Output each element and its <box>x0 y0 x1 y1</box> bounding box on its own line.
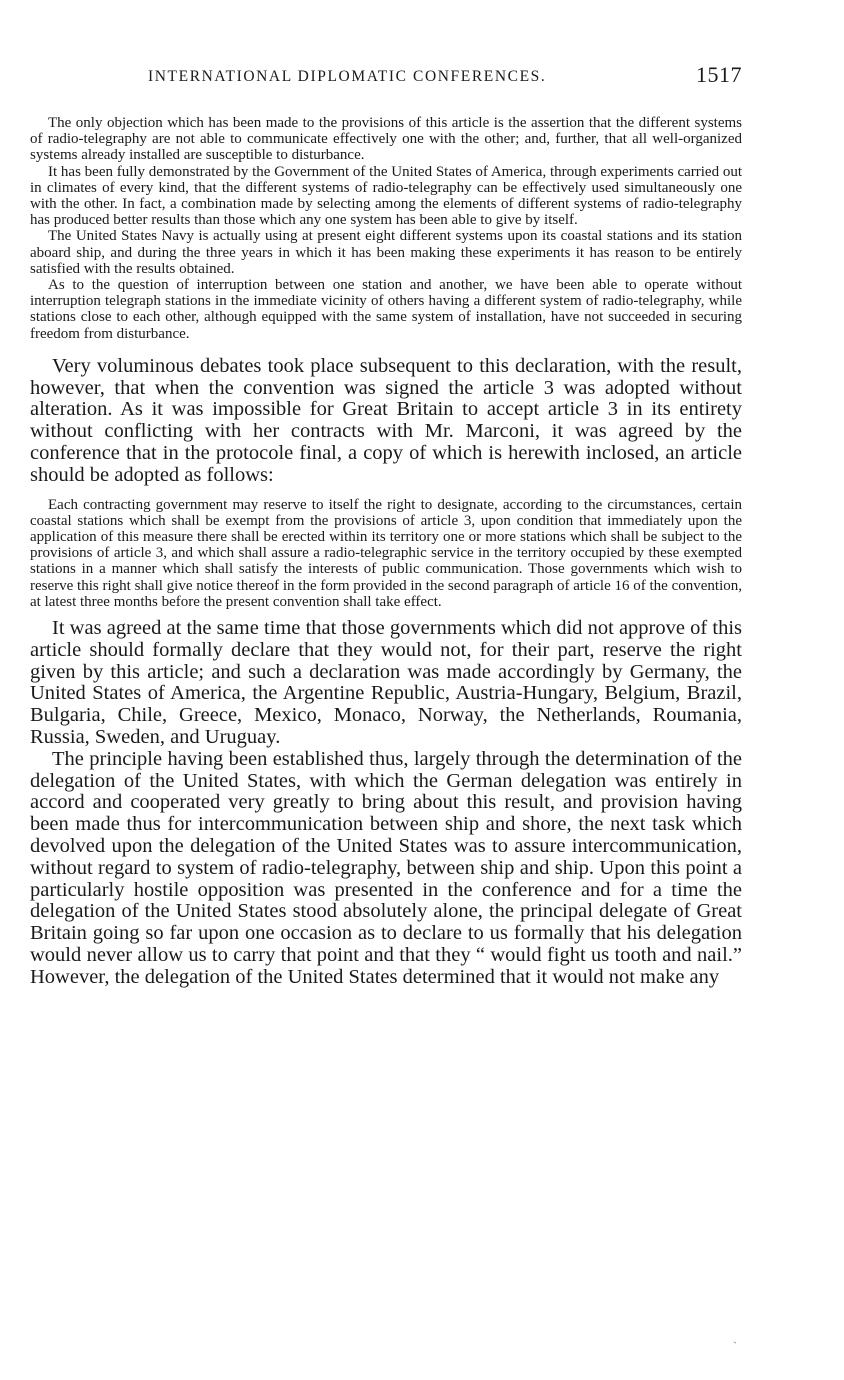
page-number: 1517 <box>696 62 742 87</box>
body-paragraph: It was agreed at the same time that those governments which did not approve of this article should formally declare that they would not, for their part, reserve the right given by this article; and such a declaration was made accordingly by Germany, the United States of America, the Argentine Republic, Austria-Hungary, Belgium, Brazil, Bulgaria, Chile, Greece, Mexico, Monaco, Norway, the Netherlands, Roumania, Russia, Sweden, and Uruguay. <box>30 617 742 749</box>
page-header <box>30 62 742 96</box>
stray-mark: ˎ <box>733 1330 737 1344</box>
quote-paragraph: Each contracting government may reserve to itself the right to designate, according to the circumstances, certain coastal stations which shall be exempt from the provisions of article 3, upon condition that immediately upon the application of this measure there shall be erected within its territory one or more stations which shall be subject to the provisions of article 3, and which shall assure a radio-telegraphic service in the territory occupied by these exempted stations in a manner which shall satisfy the interests of public communication. Those governments which wish to reserve this right shall give notice thereof in the form provided in the second paragraph of article 16 of the convention, at latest three months before the present convention shall take effect. <box>30 496 742 610</box>
document-page <box>30 62 742 989</box>
body-paragraph: Very voluminous debates took place subsequent to this declaration, with the result, however, that when the convention was signed the article 3 was adopted without alteration. As it was impossible for Great Britain to accept article 3 in its entirety without conflicting with her contracts with Mr. Marconi, it was agreed by the conference that in the protocole final, a copy of which is herewith inclosed, an article should be adopted as follows: <box>30 354 742 486</box>
body-paragraph: The principle having been established thus, largely through the determination of the delegation of the United States, with which the German delegation was entirely in accord and cooperated very greatly to bring about this result, and provision having been made thus for intercommunication between ship and shore, the next task which devolved upon the delegation of the United States was to assure intercommunication, without regard to system of radio-telegraphy, between ship and ship. Upon this point a particularly hostile opposition was presented in the conference and for a time the delegation of the United States stood absolutely alone, the principal delegate of Great Britain going so far upon one occasion as to declare to us formally that his delegation would never allow us to carry that point and that they “ would fight us tooth and nail.” However, the delegation of the United States determined that it would not make any <box>30 747 742 988</box>
quoted-declaration <box>30 115 742 342</box>
running-head: INTERNATIONAL DIPLOMATIC CONFERENCES. <box>148 68 547 85</box>
body-section-agreement <box>30 618 742 989</box>
body-section-debates <box>30 356 742 487</box>
quote-paragraph: The United States Navy is actually using at present eight different systems upon its coastal stations and its station aboard ship, and during the three years in which it has been making these experiments it has reason to be entirely satisfied with the results obtained. <box>30 228 742 277</box>
quote-paragraph: The only objection which has been made to the provisions of this article is the assertion that the different systems of radio-telegraphy are not able to communicate effectively one with the other; and, further, that all well-organized systems already installed are susceptible to disturbance. <box>30 115 742 164</box>
quoted-protocol-article <box>30 497 742 610</box>
quote-paragraph: As to the question of interruption between one station and another, we have been able to operate without interruption telegraph stations in the immediate vicinity of others having a different system of radio-telegraphy, while stations close to each other, although equipped with the same system of installation, have not succeeded in securing freedom from disturbance. <box>30 277 742 342</box>
quote-paragraph: It has been fully demonstrated by the Government of the United States of America, through experiments carried out in climates of every kind, that the different systems of radio-telegraphy can be effectively used simultaneously one with the other. In fact, a combination made by selecting among the elements of different systems of radio-telegraphy has produced better results than those which any one system has been able to give by itself. <box>30 163 742 229</box>
